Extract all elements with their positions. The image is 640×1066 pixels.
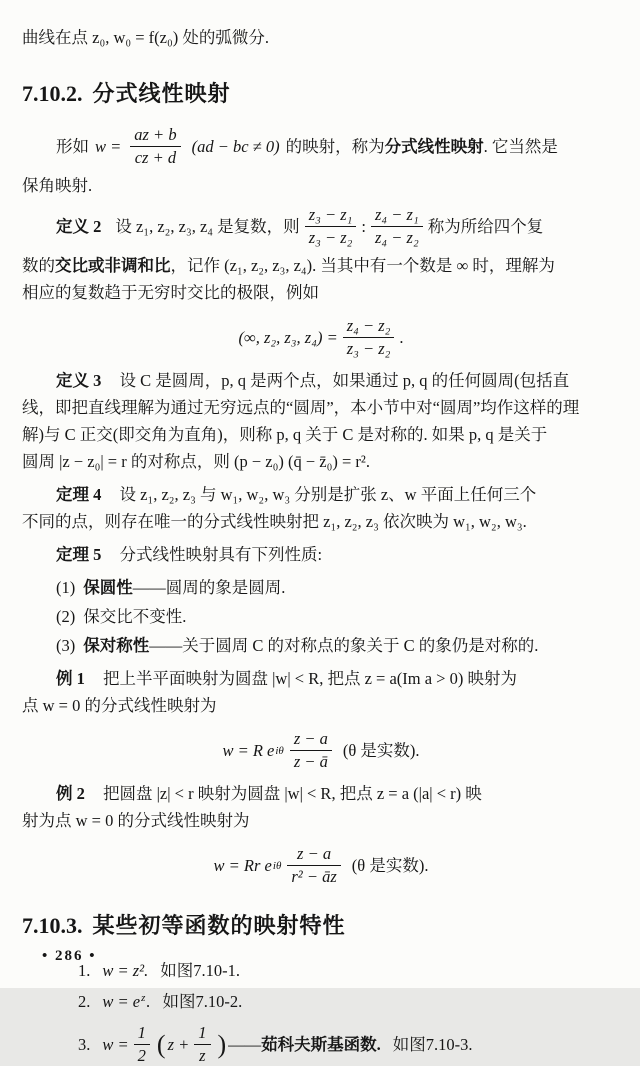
- paragraph-definition-form: [22, 125, 620, 199]
- fraction: [371, 205, 423, 248]
- property-list: [22, 574, 620, 659]
- fraction: [130, 125, 180, 168]
- text-segment: ——圆周的象是圆周.: [132, 578, 286, 597]
- fraction-denominator: z − ā: [293, 752, 328, 771]
- text-line: [22, 205, 620, 248]
- fraction-numerator: z₄ − z₂: [343, 316, 395, 338]
- example-label: 例 1: [56, 669, 85, 688]
- text-segment: 称为所给四个复: [427, 216, 544, 236]
- fraction-numerator: 1: [194, 1023, 210, 1045]
- page-number: • 286 •: [42, 948, 97, 964]
- section-heading-7-10-2: [22, 81, 620, 107]
- example-label: 例 2: [56, 784, 85, 803]
- text-line: [22, 367, 620, 394]
- math-segment: w = z².: [102, 961, 149, 980]
- fraction-denominator: z₃ − z₂: [346, 339, 391, 358]
- bold-term: 交比或非调和比: [55, 256, 171, 275]
- ratio-colon: :: [361, 216, 366, 236]
- math-segment: w = e: [102, 992, 141, 1011]
- item-number: (2): [56, 607, 76, 626]
- fraction: [194, 1023, 210, 1066]
- text-segment: 形如: [56, 136, 89, 156]
- paragraph-example-1: [22, 665, 620, 719]
- fraction-denominator: r² − āz: [291, 867, 337, 886]
- figure-reference: 如图7.10-3.: [392, 1034, 473, 1054]
- text-line: 线，即把直线理解为通过无穷远点的“圆周”，本小节中对“圆周”均作这样的理: [22, 398, 580, 417]
- list-item-3: 3. w = $\frac{1}{2}$ ( z + $\frac{1}{z}$ ) —— 茹科夫斯基函数. 如图7.10-3.: [78, 1023, 473, 1065]
- text-segment: 把圆盘 |z| < r 映射为圆盘 |w| < R, 把点 z = a (|a| < r) 映: [103, 784, 482, 803]
- item-number: 2.: [78, 992, 91, 1011]
- formula-end: .: [399, 327, 404, 347]
- text-line: [22, 665, 620, 692]
- text-segment: ——关于圆周 C 的对称点的象关于 C 的象仍是对称的.: [149, 636, 539, 655]
- fraction-numerator: 1: [134, 1023, 150, 1045]
- text-segment: 设 z₁, z₂, z₃, z₄ 是复数，则: [115, 216, 300, 236]
- bold-term: 保圆性: [83, 578, 133, 597]
- bold-term: 茹科夫斯基函数.: [261, 1034, 381, 1054]
- section-number: 7.10.2.: [22, 81, 83, 106]
- text-segment: 保交比不变性.: [83, 607, 187, 626]
- text-segment: 分式线性映射具有下列性质:: [119, 545, 323, 564]
- definition-label: 定义 3: [56, 371, 102, 390]
- text-segment: . 它当然是: [483, 136, 558, 156]
- fraction: [287, 844, 340, 887]
- text-segment: 的映射，称为: [285, 136, 385, 156]
- text-line: 点 w = 0 的分式线性映射为: [22, 696, 217, 715]
- fraction-numerator: z₃ − z₁: [305, 205, 357, 227]
- display-formula-example-2: w = Rr e iθ $\frac{z - a}{\text{r² − āz}}$ (θ 是实数).: [213, 844, 429, 886]
- list-item-2: [22, 988, 620, 1015]
- formula-note: (θ 是实数).: [351, 855, 429, 875]
- section-title: 分式线性映射: [92, 81, 231, 106]
- text-line: 圆周 |z − z₀| = r 的对称点，则 (p − z₀) (q̄ − z̄₀) = r².: [22, 452, 370, 471]
- formula-note: (θ 是实数).: [342, 740, 420, 760]
- item-number: 1.: [78, 961, 91, 980]
- fraction-numerator: z − a: [287, 844, 340, 866]
- section-title: 某些初等函数的映射特性: [92, 913, 346, 938]
- fraction: [290, 729, 332, 772]
- text-segment: 设 z₁, z₂, z₃ 与 w₁, w₂, w₃ 分别是扩张 z、w 平面上任何三个: [119, 485, 537, 504]
- paragraph-definition-3: [22, 367, 620, 475]
- display-formula-cross-ratio: [22, 316, 620, 359]
- paragraph-theorem-4: [22, 481, 620, 535]
- text-line: 相应的复数趋于无穷时交比的极限，例如: [22, 283, 319, 302]
- text-line: 射为点 w = 0 的分式线性映射为: [22, 811, 250, 830]
- math-segment: w =: [95, 136, 122, 156]
- fraction-numerator: az + b: [130, 125, 180, 147]
- property-item-1: [22, 574, 620, 601]
- text-line: [22, 252, 620, 279]
- math-segment: w =: [102, 1034, 129, 1054]
- fraction-denominator: 2: [137, 1046, 146, 1065]
- fraction: [343, 316, 395, 359]
- section-number: 7.10.3.: [22, 913, 83, 938]
- section-heading-7-10-3: [22, 913, 620, 939]
- display-formula-example-1: w = R e iθ $\frac{z - a}{z - ā}$ (θ 是实数).: [222, 729, 420, 771]
- paragraph-definition-2: [22, 205, 620, 306]
- text-segment: ，记作 (z₁, z₂, z₃, z₄). 当其中有一个数是 ∞ 时，理解为: [170, 256, 555, 275]
- function-list: [22, 957, 620, 1066]
- intro-line: 曲线在点 z₀, w₀ = f(z₀) 处的弧微分.: [22, 28, 269, 47]
- list-item-1: [22, 957, 620, 984]
- fraction-numerator: z − a: [290, 729, 332, 751]
- fraction-denominator: z₃ − z₂: [308, 228, 353, 247]
- fraction-denominator: z₄ − z₂: [374, 228, 419, 247]
- text-line: [22, 780, 620, 807]
- text-segment: 数的: [22, 256, 55, 275]
- figure-reference: 如图7.10-1.: [160, 961, 241, 980]
- text-segment: 把上半平面映射为圆盘 |w| < R, 把点 z = a(Im a > 0) 映射为: [103, 669, 517, 688]
- text-line: 不同的点，则存在唯一的分式线性映射把 z₁, z₂, z₃ 依次映为 w₁, w₂, w₃.: [22, 512, 527, 531]
- theorem-label: 定理 5: [56, 545, 102, 564]
- figure-reference: 如图7.10-2.: [162, 992, 243, 1011]
- fraction-numerator: z₄ − z₁: [371, 205, 423, 227]
- fraction-denominator: z: [199, 1046, 206, 1065]
- text-line: [22, 541, 620, 568]
- fraction: [134, 1023, 150, 1066]
- math-segment: (ad − bc ≠ 0): [191, 136, 280, 156]
- theorem-label: 定理 4: [56, 485, 102, 504]
- math-segment: z +: [167, 1034, 190, 1054]
- text-line: [22, 481, 620, 508]
- item-number: (1): [56, 578, 76, 597]
- formula-lhs: (∞, z₂, z₃, z₄) =: [238, 327, 338, 347]
- bold-term: 保对称性: [83, 636, 150, 655]
- paragraph-example-2: [22, 780, 620, 834]
- property-item-2: [22, 603, 620, 630]
- item-number: 3.: [78, 1034, 91, 1054]
- formula-lhs: w = R e: [222, 740, 275, 760]
- fraction-denominator: cz + d: [134, 148, 177, 167]
- definition-label: 定义 2: [56, 216, 102, 236]
- bold-term: 分式线性映射: [384, 136, 484, 156]
- math-segment: .: [146, 992, 151, 1011]
- item-number: (3): [56, 636, 76, 655]
- fraction: [305, 205, 357, 248]
- dash: ——: [228, 1034, 262, 1054]
- formula-lhs: w = Rr e: [213, 855, 272, 875]
- text-line: [22, 125, 620, 168]
- text-line: 保角映射.: [22, 176, 93, 195]
- formula-exponent: z: [141, 991, 146, 1004]
- paragraph-theorem-5: [22, 541, 620, 568]
- text-line: 解)与 C 正交(即交角为直角)，则称 p, q 关于 C 是对称的. 如果 p, q 是关于: [22, 425, 548, 444]
- property-item-3: [22, 632, 620, 659]
- text-segment: 设 C 是圆周，p, q 是两个点，如果通过 p, q 的任何圆周(包括直: [119, 371, 570, 390]
